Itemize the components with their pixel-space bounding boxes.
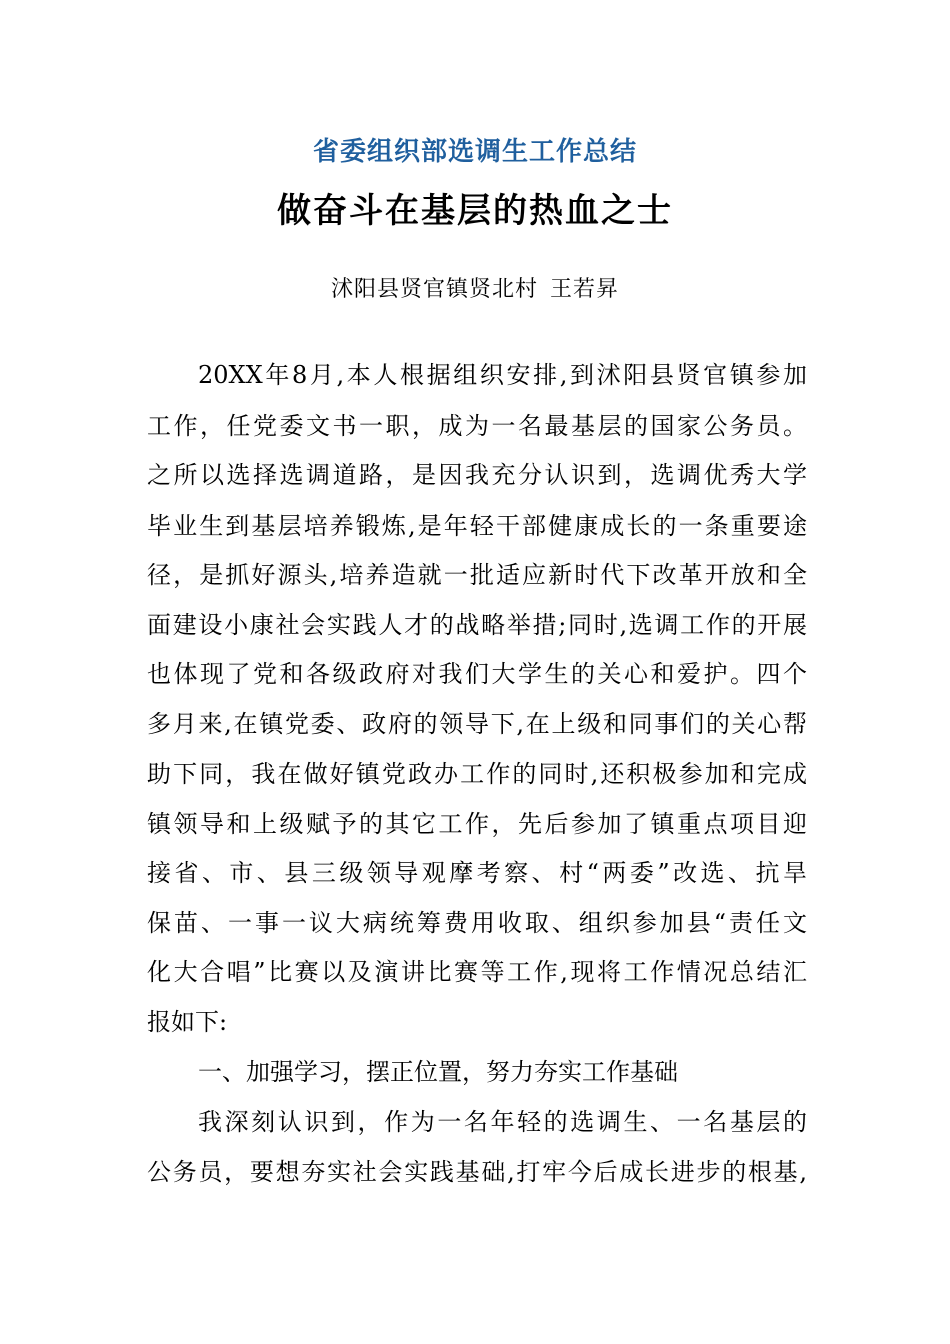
body-line: 径，是抓好源头,培养造就一批适应新时代下改革开放和全 [147,561,807,589]
author-name: 王若昇 [550,277,620,302]
body-line: 20XX年8月,本人根据组织安排,到沭阳县贤官镇参加 [198,361,807,389]
document-subtitle: 省委组织部选调生工作总结 [312,137,637,167]
body-line: 毕业生到基层培养锻炼,是年轻干部健康成长的一条重要途 [147,512,807,540]
body-line: 保苗、一事一议大病统筹费用收取、组织参加县“责任文 [147,909,807,937]
body-line: 也体现了党和各级政府对我们大学生的关心和爱护。四个 [147,660,807,688]
body-line: 报如下: [147,1008,228,1036]
body-line: 之所以选择选调道路，是因我充分认识到，选调优秀大学 [147,461,807,489]
author-location: 沭阳县贤官镇贤北村 [330,277,538,302]
document-title: 做奋斗在基层的热血之士 [277,191,673,231]
author-line [0,272,950,303]
body-line: 我深刻认识到，作为一名年轻的选调生、一名基层的 [198,1108,807,1136]
body-line: 接省、市、县三级领导观摩考察、村“两委”改选、抗旱 [147,859,807,887]
body-line: 工作，任党委文书一职，成为一名最基层的国家公务员。 [147,412,807,440]
body-line: 化大合唱”比赛以及演讲比赛等工作,现将工作情况总结汇 [147,958,807,986]
body-line: 镇领导和上级赋予的其它工作，先后参加了镇重点项目迎 [147,810,807,838]
body-line: 助下同，我在做好镇党政办工作的同时,还积极参加和完成 [147,760,807,788]
body-line: 面建设小康社会实践人才的战略举措;同时,选调工作的开展 [147,611,807,639]
body-line: 多月来,在镇党委、政府的领导下,在上级和同事们的关心帮 [147,710,807,738]
section-heading: 一、加强学习，摆正位置，努力夯实工作基础 [198,1058,678,1086]
body-line: 公务员，要想夯实社会实践基础,打牢今后成长进步的根基, [147,1158,807,1186]
